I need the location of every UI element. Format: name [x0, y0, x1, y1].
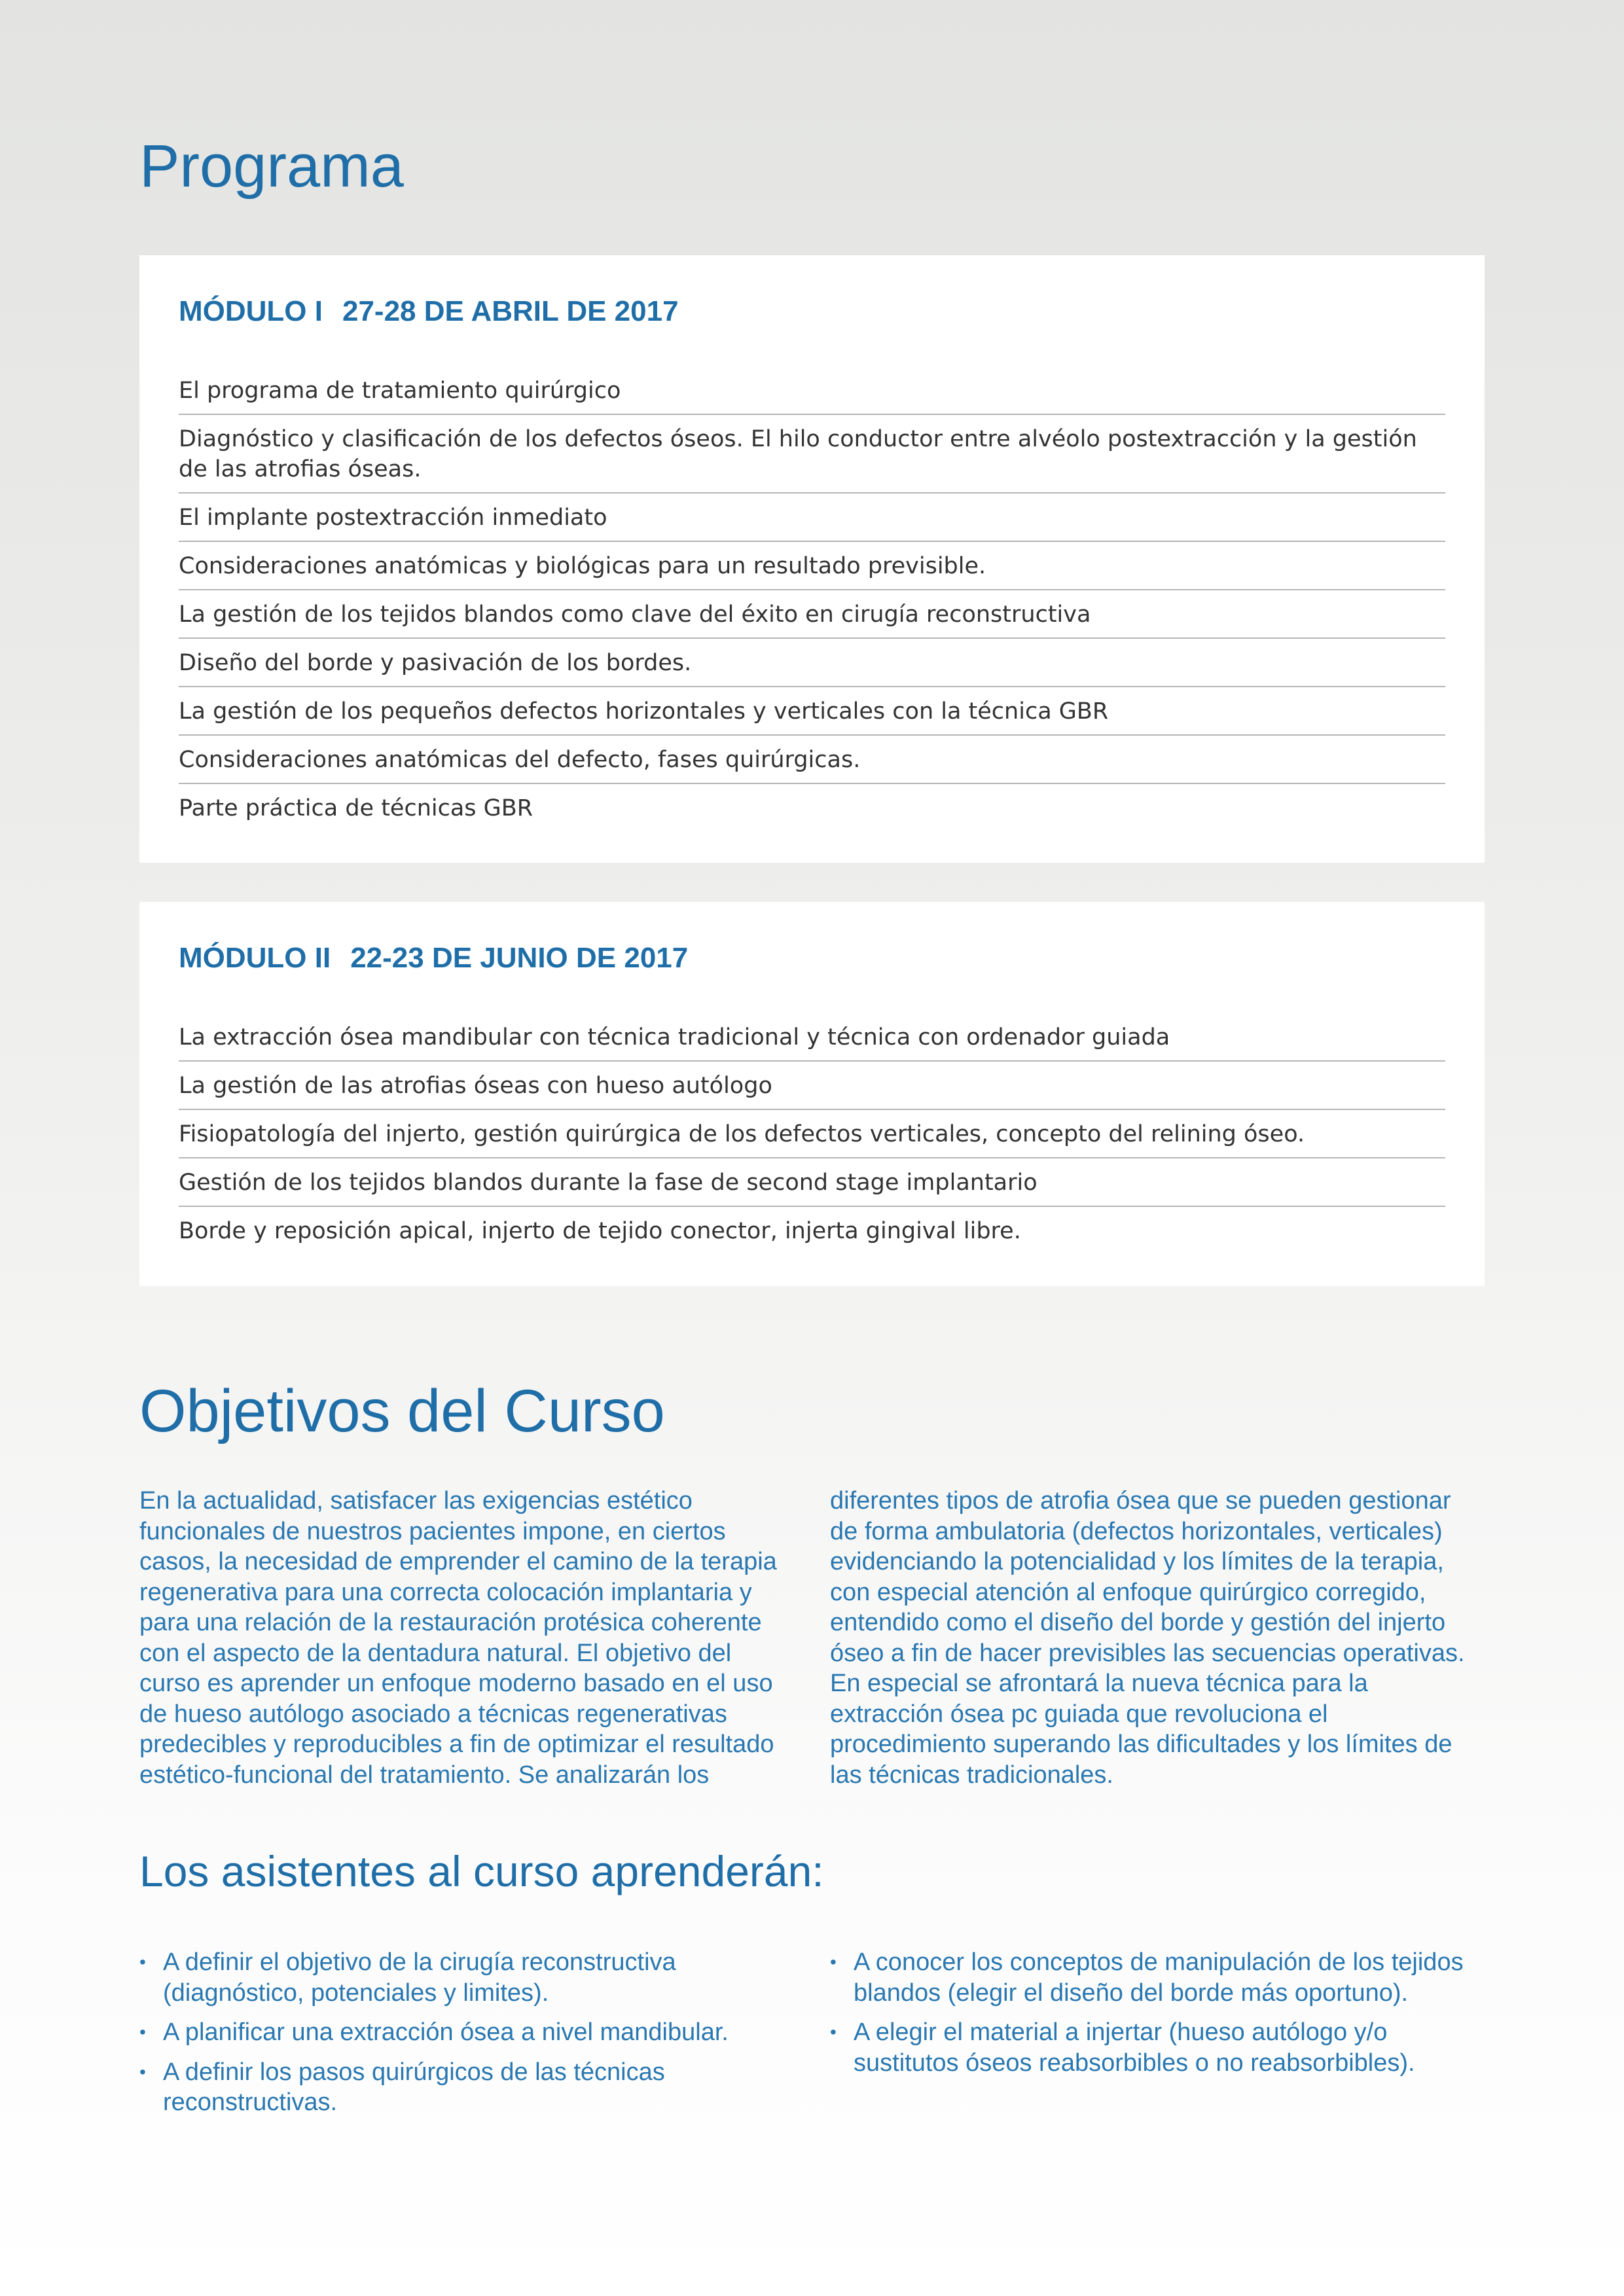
- topic-item: Diagnóstico y clasificación de los defectos óseos. El hilo conductor entre alvéolo postextracción y la gestión de las atrofias óseas.: [179, 415, 1445, 493]
- module-1-card: [139, 255, 1485, 863]
- topic-item: Fisiopatología del injerto, gestión quirúrgica de los defectos verticales, concepto del relining óseo.: [179, 1110, 1445, 1158]
- topic-item: Consideraciones anatómicas del defecto, fases quirúrgicas.: [179, 736, 1445, 784]
- topic-item: El programa de tratamiento quirúrgico: [179, 367, 1445, 415]
- learn-item: • A definir los pasos quirúrgicos de las técnicas reconstructivas.: [139, 2057, 794, 2118]
- topic-item: El implante postextracción inmediato: [179, 493, 1445, 542]
- module-1-topic-list: [179, 367, 1445, 831]
- module-1-date: 27-28 DE ABRIL DE 2017: [342, 295, 679, 327]
- learn-item: • A conocer los conceptos de manipulación de los tejidos blandos (elegir el diseño del borde más oportuno).: [830, 1947, 1485, 2008]
- topic-item: La gestión de las atrofias óseas con hueso autólogo: [179, 1062, 1445, 1110]
- module-2-heading: [179, 941, 1445, 1013]
- learn-body: [139, 1947, 1485, 2127]
- module-2-card: [139, 902, 1485, 1286]
- topic-item: Consideraciones anatómicas y biológicas para un resultado previsible.: [179, 542, 1445, 590]
- objetivos-heading: Objetivos del Curso: [139, 1378, 665, 1444]
- topic-item: La gestión de los pequeños defectos horizontales y verticales con la técnica GBR: [179, 687, 1445, 736]
- learn-list-left: [139, 1947, 794, 2127]
- topic-item: Gestión de los tejidos blandos durante la fase de second stage implantario: [179, 1158, 1445, 1207]
- module-2-name: MÓDULO II: [179, 942, 331, 974]
- topic-item: La gestión de los tejidos blandos como clave del éxito en cirugía reconstructiva: [179, 590, 1445, 639]
- learn-item: • A planificar una extracción ósea a nivel mandibular.: [139, 2017, 794, 2048]
- objetivos-column-left: En la actualidad, satisfacer las exigencias estético funcionales de nuestros pacientes impone, en ciertos casos, la necesidad de emprender el camino de la terapia regenerativa para una correcta colocación implantaria y para una relación de la restauración protésica coherente con el aspecto de la dentadura natural. El objetivo del curso es aprender un enfoque moderno basado en el uso de hueso autólogo asociado a técnicas regenerativas predecibles y reproducibles a fin de optimizar el resultado estético-funcional del tratamiento. Se analizarán los: [139, 1487, 777, 1789]
- module-2-topic-list: [179, 1013, 1445, 1254]
- objetivos-column-right: diferentes tipos de atrofia ósea que se pueden gestionar de forma ambulatoria (defectos horizontales, verticales) evidenciando la potencialidad y los límites de la terapia, con especial atención al enfoque quirúrgico corregido, entendido como el diseño del borde y gestión del injerto óseo a fin de hacer previsibles las secuencias operativas. En especial se afrontará la nueva técnica para la extracción ósea pc guiada que revoluciona el procedimiento superando las dificultades y los límites de las técnicas tradicionales.: [830, 1487, 1465, 1789]
- topic-item: Diseño del borde y pasivación de los bordes.: [179, 639, 1445, 687]
- objetivos-body: [139, 1486, 1485, 1790]
- module-1-heading: [179, 295, 1445, 367]
- module-1-name: MÓDULO I: [179, 295, 323, 327]
- topic-item: Borde y reposición apical, injerto de tejido conector, injerta gingival libre.: [179, 1218, 1021, 1244]
- learn-item: • A definir el objetivo de la cirugía reconstructiva (diagnóstico, potenciales y limites).: [139, 1947, 794, 2008]
- learn-heading: Los asistentes al curso aprenderán:: [139, 1847, 824, 1895]
- learn-list-right: [830, 1947, 1485, 2127]
- learn-item: • A elegir el material a injertar (hueso autólogo y/o sustitutos óseos reabsorbibles o no reabsorbibles).: [830, 2017, 1485, 2078]
- programa-heading: Programa: [139, 133, 404, 200]
- topic-item: La extracción ósea mandibular con técnica tradicional y técnica con ordenador guiada: [179, 1013, 1445, 1062]
- module-2-date: 22-23 DE JUNIO DE 2017: [350, 942, 689, 974]
- topic-item: Parte práctica de técnicas GBR: [179, 795, 533, 821]
